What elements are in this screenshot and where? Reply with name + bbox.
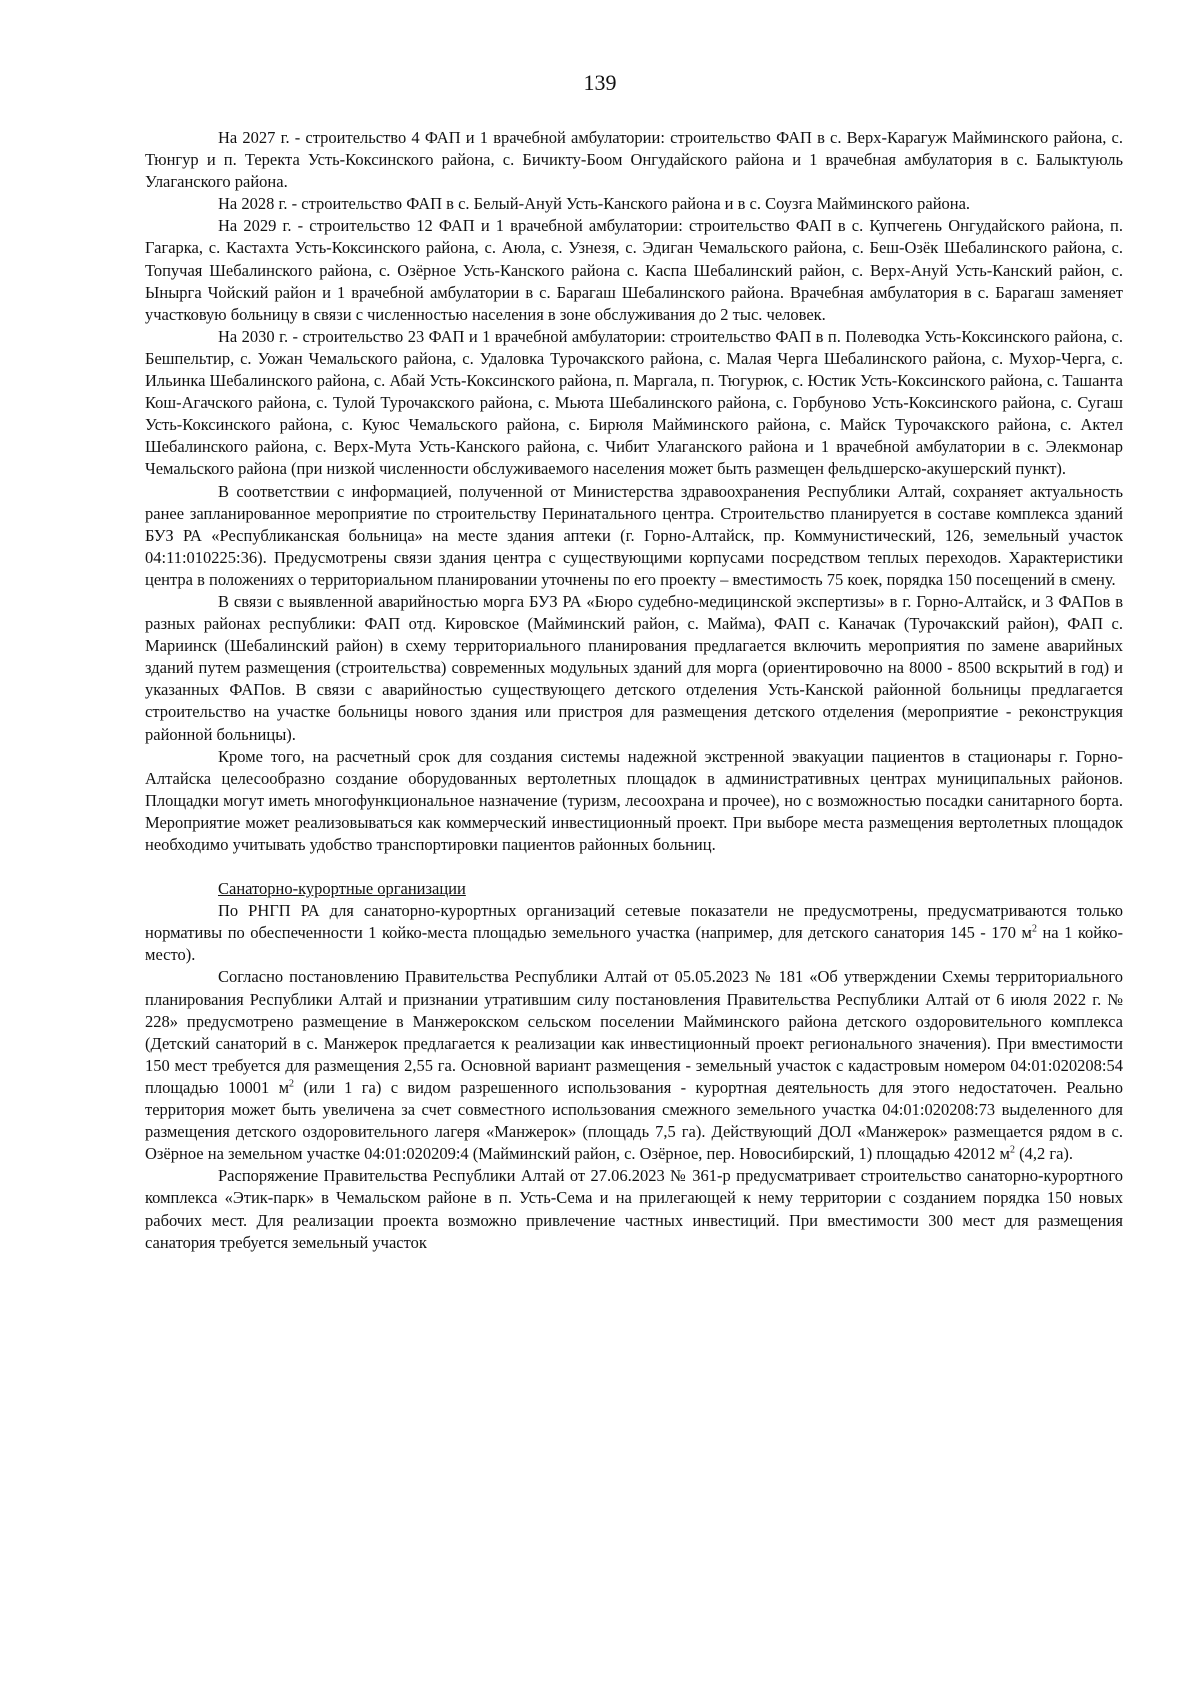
paragraph-2030: На 2030 г. - строительство 23 ФАП и 1 врачебной амбулатории: строительство ФАП в п. Полеводка Усть-Коксинского района, с. Бешпельтир, с. Уожан Чемальского района, с. Удаловка Турочакского района, с. Малая Черга Шебалинского района, с. Мухор-Черга, с. Ильинка Шебалинского района, с. Абай Усть-Коксинского района, п. Маргала, п. Тюгурюк, с. Юстик Усть-Коксинского района, с. Ташанта Кош-Агачского района, с. Тулой Турочакского района, с. Мьюта Шебалинского района, с. Горбуново Усть-Коксинского района, с. Сугаш Усть-Коксинского района, с. Куюс Чемальского района, с. Бирюля Майминского района, с. Майск Турочакского района, с. Актел Шебалинского района, с. Верх-Мута Усть-Канского района, с. Чибит Улаганского района и 1 врачебной амбулатории в с. Элекмонар Чемальского района (при низкой численности обслуживаемого населения может быть размещен фельдшерско-акушерский пункт). (145, 326, 1123, 479)
paragraph-morgue-fap: В связи с выявленной аварийностью морга БУЗ РА «Бюро судебно-медицинской экспертизы» в г. Горно-Алтайск, и 3 ФАПов в разных районах республики: ФАП отд. Кировское (Майминский район, с. Майма), ФАП с. Каначак (Турочакский район), ФАП с. Мариинск (Шебалинский район) в схему территориального планирования предлагается включить мероприятия по замене аварийных зданий путем размещения (строительства) современных модульных зданий для морга (ориентировочно на 8000 - 8500 вскрытий в год) и указанных ФАПов. В связи с аварийностью существующего детского отделения Усть-Канской районной больницы предлагается строительство на участке больницы нового здания или пристроя для размещения детского отделения (мероприятие - реконструкция районной больницы). (145, 591, 1123, 744)
text-segment: (4,2 га). (1014, 1144, 1074, 1164)
paragraph-helipads: Кроме того, на расчетный срок для создания системы надежной экстренной эвакуации пациентов в стационары г. Горно-Алтайска целесообразно создание оборудованных вертолетных площадок в административных центрах муниципальных районов. Площадки могут иметь многофункциональное назначение (туризм, лесоохрана и прочее), но с возможностью посадки санитарного борта. Мероприятие может реализовываться как коммерческий инвестиционный проект. При выборе места размещения вертолетных площадок необходимо учитывать удобство транспортировки пациентов районных больниц. (145, 746, 1123, 854)
paragraph-2029: На 2029 г. - строительство 12 ФАП и 1 врачебной амбулатории: строительство ФАП в с. Купчегень Онгудайского района, п. Гагарка, с. Кастахта Усть-Коксинского района, с. Аюла, с. Узнезя, с. Эдиган Чемальского района, с. Беш-Озёк Шебалинского района, с. Топучая Шебалинского района, с. Озёрное Усть-Канского района с. Каспа Шебалинский район, с. Верх-Ануй Усть-Канский район, с. Ынырга Чойский район и 1 врачебной амбулатории в с. Барагаш Шебалинского района. Врачебная амбулатория в с. Барагаш заменяет участковую больницу в связи с численностью населения в зоне обслуживания до 2 тыс. человек. (145, 216, 1123, 324)
paragraph-manzherok (145, 966, 1123, 1165)
page-body (145, 127, 1123, 1254)
paragraph-sanatorium-norms (145, 900, 1123, 966)
paragraph-2028: На 2028 г. - строительство ФАП в с. Белый-Ануй Усть-Канского района и в с. Соузга Майминского района. (218, 194, 971, 214)
superscript: 2 (1009, 1144, 1015, 1156)
text-segment: (или 1 га) с видом разрешенного использования - курортная деятельность для этого недостаточен. Реально территория может быть увеличена за счет совместного использования смежного земельного участка 04:01:020208:73 выделенного для размещения детского оздоровительного лагеря «Манжерок» (площадь 7,5 га). Действующий ДОЛ «Манжерок» размещается рядом в с. Озёрное на земельном участке 04:01:020209:4 (Майминский район, с. Озёрное, пер. Новосибирский, 1) площадью 42012 м (145, 1077, 1123, 1164)
text-segment: Согласно постановлению Правительства Республики Алтай от 05.05.2023 № 181 «Об утверждении Схемы территориального планирования Республики Алтай и признании утратившим силу постановления Правительства Республики Алтай от 6 июля 2022 г. № 228» предусмотрено размещение в Манжерокском сельском поселении Майминского района детского оздоровительного комплекса (Детский санаторий в с. Манжерок предлагается к реализации как инвестиционный проект регионального значения). При вместимости 150 мест требуется для размещения 2,55 га. Основной вариант размещения - земельный участок с кадастровым номером 04:01:020208:54 площадью 10001 м (145, 967, 1123, 1097)
superscript: 2 (1031, 923, 1037, 935)
page-number: 139 (583, 70, 617, 95)
paragraph-perinatal-center: В соответствии с информацией, полученной от Министерства здравоохранения Республики Алтай, сохраняет актуальность ранее запланированное мероприятие по строительству Перинатального центра. Строительство планируется в составе комплекса зданий БУЗ РА «Республиканская больница» на месте здания аптеки (г. Горно-Алтайск, пр. Коммунистический, 126, земельный участок 04:11:010225:36). Предусмотрены связи здания центра с существующими корпусами посредством теплых переходов. Характеристики центра в положениях о территориальном планировании уточнены по его проекту – вместимость 75 коек, порядка 150 посещений в смену. (145, 481, 1123, 589)
paragraph-etik-park: Распоряжение Правительства Республики Алтай от 27.06.2023 № 361-р предусматривает строительство санаторно-курортного комплекса «Этик-парк» в Чемальском районе в п. Усть-Сема и на прилегающей к нему территории с созданием порядка 150 новых рабочих мест. Для реализации проекта возможно привлечение частных инвестиций. При вместимости 300 мест для размещения санатория требуется земельный участок (145, 1166, 1123, 1252)
text-segment: По РНГП РА для санаторно-курортных организаций сетевые показатели не предусмотрены, предусматриваются только нормативы по обеспеченности 1 койко-места площадью земельного участка (например, для детского санатория 145 - 170 м (145, 901, 1123, 943)
paragraph-2027: На 2027 г. - строительство 4 ФАП и 1 врачебной амбулатории: строительство ФАП в с. Верх-Карагуж Майминского района, с. Тюнгур и п. Теректа Усть-Коксинского района, с. Бичикту-Боом Онгудайского района и 1 врачебная амбулатория в с. Балыктуюль Улаганского района. (145, 128, 1123, 192)
section-heading: Санаторно-курортные организации (218, 879, 466, 899)
superscript: 2 (289, 1078, 295, 1090)
text-segment: на 1 койко-место). (145, 923, 1123, 965)
